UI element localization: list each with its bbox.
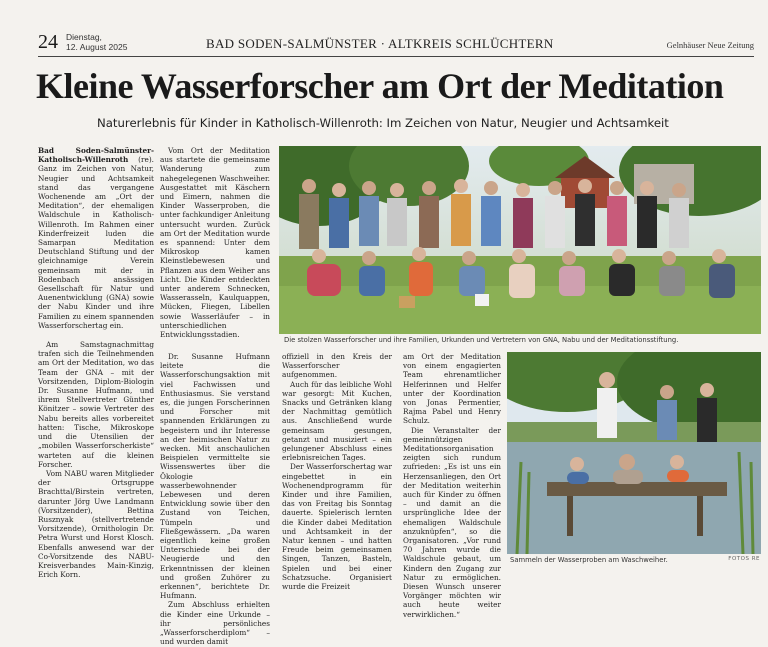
article-headline: Kleine Wasserforscher am Ort der Meditation [36, 66, 724, 106]
issue-weekday: Dienstag, [66, 32, 102, 42]
paragraph: am Ort der Meditation von einem engagierten Team ehrenamtlicher Helferinnen und Helfer unter der Koordination von Jonas Permentier, Rajma Pabel und Henry Schulz. [403, 352, 501, 426]
article-column-2-bottom [160, 352, 270, 647]
article-column-2-top [160, 146, 270, 339]
page-header [38, 30, 754, 57]
article-column-3 [282, 352, 392, 591]
paragraph: offiziell in den Kreis der Wasserforscher aufgenommen. [282, 352, 392, 380]
pond-photo-image [507, 352, 761, 554]
paragraph: Am Samstagnachmittag trafen sich die Teilnehmenden am Ort der Meditation, wo das Team der GNA – mit der Vorsitzenden, Diplom-Biologin Dr. Susanne Hufmann, und ihrem Stellvertreter Günther Könitzer – sowie Vertreter des Nabu bereits alles vorbereitet hatten: Tische, Mikroskope und die Utensilien der „mobilen Wasserforscherkiste“ warteten auf die kleinen Forscher. [38, 340, 154, 469]
paragraph: Auch für das leibliche Wohl war gesorgt: Mit Kuchen, Snacks und Getränken klang der Nachmittag gemütlich aus. Anschließend wurde gemeinsam gesungen, getanzt und musiziert – ein gelungener Abschluss eines erlebnisreichen Tages. [282, 379, 392, 463]
paragraph: Vom NABU waren Mitglieder der Ortsgruppe Brachttal/Birstein vertreten, darunter Jörg Uwe Landmann (Vorsitzender), Bettina Rusznyak (stellvertretende Vorsitzende), Ornithologin Dr. Petra Wurst und Horst Klosch. Ebenfalls anwesend war der Co-Vorsitzende des NABU-Kreisverbandes Main-Kinzig, Erich Korn. [38, 468, 155, 580]
section-title: BAD SODEN-SALMÜNSTER · ALTKREIS SCHLÜCHTERN [206, 36, 554, 51]
pond-photo-caption: Sammeln der Wasserproben am Waschweiher. [510, 556, 668, 564]
paragraph: Die Veranstalter der gemeinnützigen Meditationsorganisation zeigten sich rundum zufrieden: „Es ist uns ein Herzensanliegen, den Ort der Meditation weiterhin auch für Kinder zu öffnen – und damit an die ursprüngliche Idee der ehemaligen Waldschule anzuknüpfen“, so die Organisatoren. „Vor rund 70 Jahren wurde die Waldschule gebaut, um Kindern den Zugang zur Natur zu ermöglichen. Diesen Wunsch unserer Vorgänger möchten wir auch heute weiter verwirklichen.“ [403, 425, 501, 619]
paragraph: Dr. Susanne Hufmann leitete die Wasserforschungsaktion mit viel Fachwissen und Enthusiasmus. Sie verstand es, die jungen Forscherinnen und Forscher mit spannenden Erklärungen zu begeistern und ihr Interesse an der heimischen Natur zu wecken. Mit anschaulichen Beispielen vermittelte sie Wissenswertes über die Ökologie wasserbewohnender Lebewesen und deren Entwicklung sowie über den Zustand von Teichen, Tümpeln und Fließgewässern. „Da waren eigentlich keine großen Unterschiede bei der Neugierde und den Erkenntnissen der kleinen und großen Zuhörer zu erkennen“, berichtete Dr. Hufmann. [160, 352, 270, 601]
group-photo-caption: Die stolzen Wasserforscher und ihre Familien, Urkunden und Vertretern von GNA, Nabu und der Meditationsstiftung. [284, 336, 679, 344]
page-number: 24 [38, 31, 58, 53]
article-column-4 [403, 352, 501, 619]
article-column-1 [38, 146, 154, 579]
group-photo [279, 146, 761, 334]
group-photo-image [279, 146, 761, 334]
paragraph: Bad Soden-Salmünster-Katholisch-Willenroth (re). Ganz im Zeichen von Natur, Neugier und Achtsamkeit stand das vergangene Wochenende am „Ort der Meditation“, der ehemaligen Waldschule in Katholisch-Willenroth. Im Rahmen einer Kinderfreizeit luden die Samarpan Meditation Deutschland Stiftung und der gleichnamige Verein gemeinsam mit der in Rodenbach ansässigen Gesellschaft für Natur und Auenentwicklung (GNA) sowie der Nabu Kinder und ihre Familien zu einem spannenden Wasserforschertag ein. [38, 146, 154, 330]
pond-photo [507, 352, 761, 554]
article-subheadline: Naturerlebnis für Kinder in Katholisch-Willenroth: Im Zeichen von Natur, Neugier und Achtsamkeit [97, 116, 669, 130]
newspaper-name: Gelnhäuser Neue Zeitung [666, 40, 754, 50]
paragraph: Der Wasserforschertag war eingebettet in ein Wochenendprogramm für Kinder und ihre Familien, das von Freitag bis Sonntag dauerte. Spielerisch lernten die Kinder dabei Meditation und Achtsamkeit in der Natur kennen – und hatten Freude beim gemeinsamen Singen, Tanzen, Basteln, Spielen und bei einer Schatzsuche. Organisiert wurde die Freizeit [282, 462, 392, 592]
dateline: Bad Soden-Salmünster-Katholisch-Willenroth [38, 146, 154, 165]
issue-day: 12. August 2025 [66, 42, 128, 52]
paragraph: Vom Ort der Meditation aus startete die gemeinsame Wanderung zum nahegelegenen Waschweiher. Ausgestattet mit Käschern und Eimern, nahmen die Kinder Wasserproben, die unter fachkundiger Anleitung untersucht wurden. Zurück am Ort der Meditation wurde es spannend: Unter dem Mikroskop kamen Kleinstlebewesen und Pflanzen aus dem Weiher ans Licht. Die Kinder entdeckten unter anderem Schnecken, Wasserasseln, Kaulquappen, Mücken, Fliegen, Libellen sowie Wasserläufer – in unterschiedlichen Entwicklungsstadien. [160, 146, 270, 340]
photo-credit: FOTOS RE [728, 556, 760, 562]
issue-date [66, 32, 127, 52]
paragraph: Zum Abschluss erhielten die Kinder eine Urkunde – ihr persönliches „Wasserforscherdiplom“ – und wurden damit [160, 600, 270, 647]
